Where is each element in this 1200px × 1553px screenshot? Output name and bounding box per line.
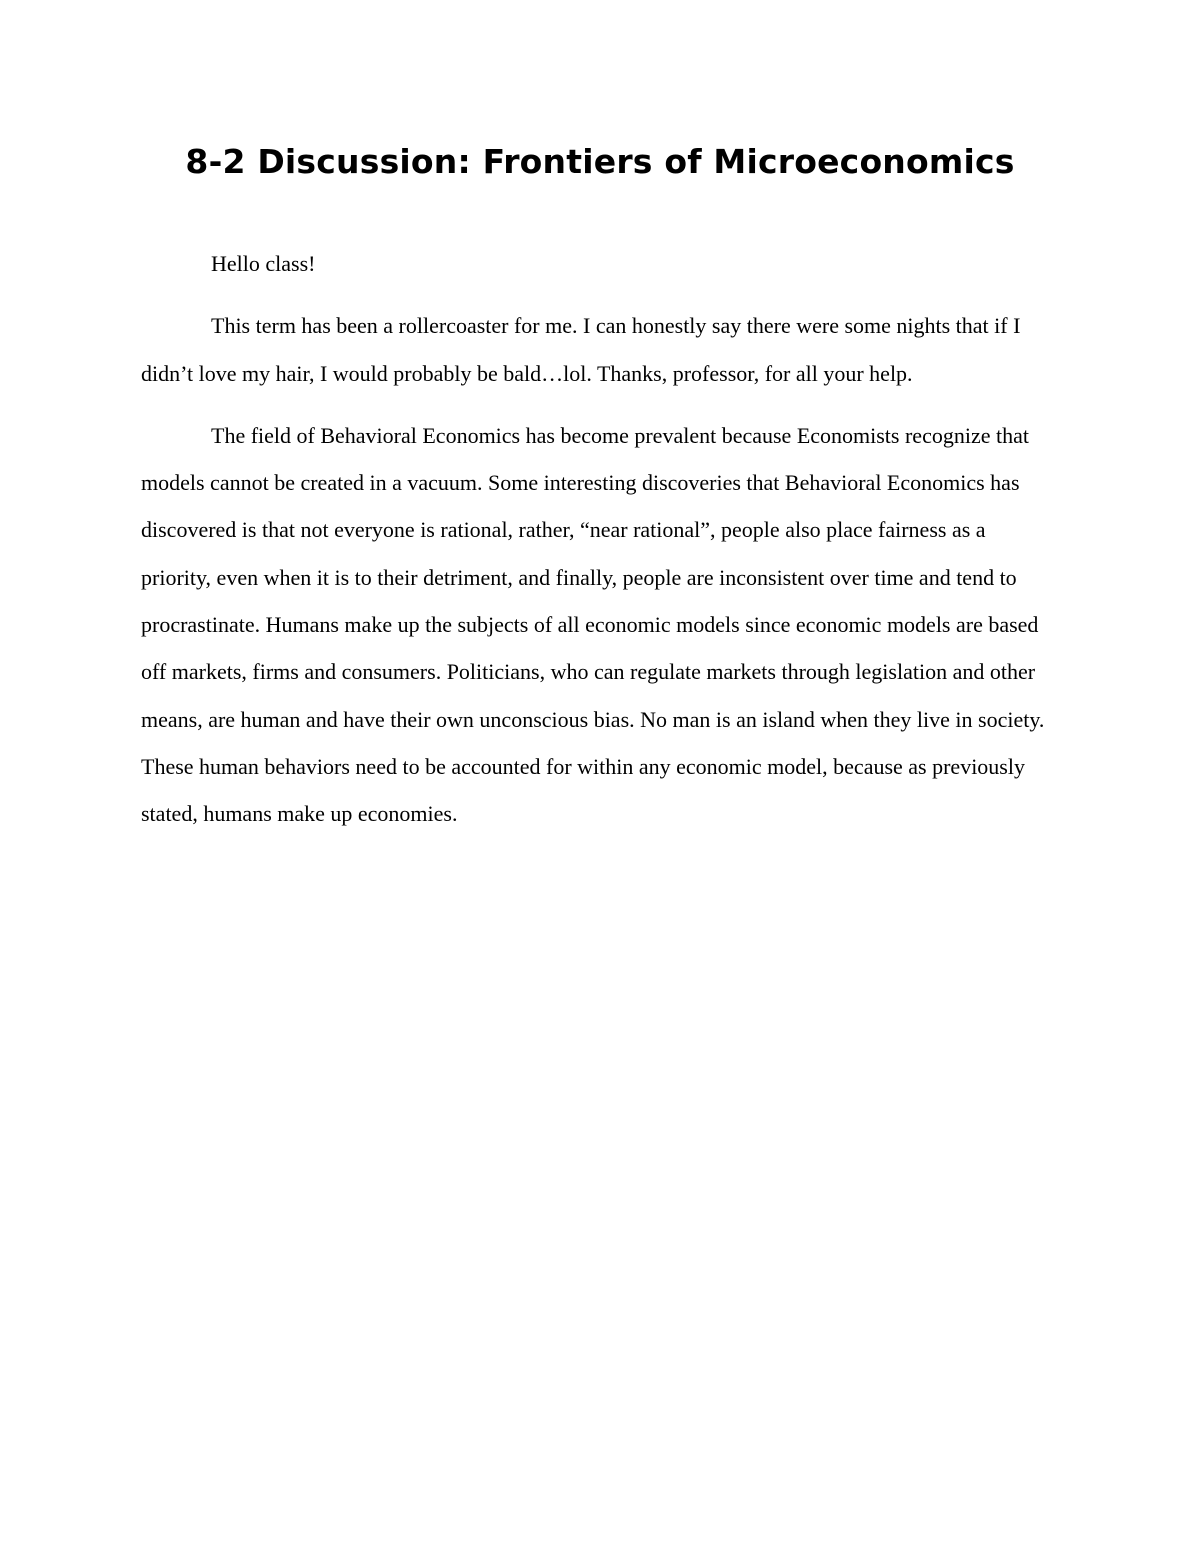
document-title: 8-2 Discussion: Frontiers of Microeconomics bbox=[185, 142, 1015, 181]
document-body bbox=[141, 240, 1059, 853]
paragraph-behavioral-economics: The field of Behavioral Economics has become prevalent because Economists recognize that models cannot be created in a vacuum. Some interesting discoveries that Behavioral Economics has discovered is that not everyone is rational, rather, “near rational”, people also place fairness as a priority, even when it is to their detriment, and finally, people are inconsistent over time and tend to procrastinate. Humans make up the subjects of all economic models since economic models are based off markets, firms and consumers. Politicians, who can regulate markets through legislation and other means, are human and have their own unconscious bias. No man is an island when they live in society. These human behaviors need to be accounted for within any economic model, because as previously stated, humans make up economies. bbox=[141, 422, 1045, 827]
paragraph-greeting: Hello class! bbox=[211, 251, 316, 276]
paragraph-term-reflection: This term has been a rollercoaster for me. I can honestly say there were some nights that if I didn’t love my hair, I would probably be bald…lol. Thanks, professor, for all your help. bbox=[141, 313, 1021, 386]
